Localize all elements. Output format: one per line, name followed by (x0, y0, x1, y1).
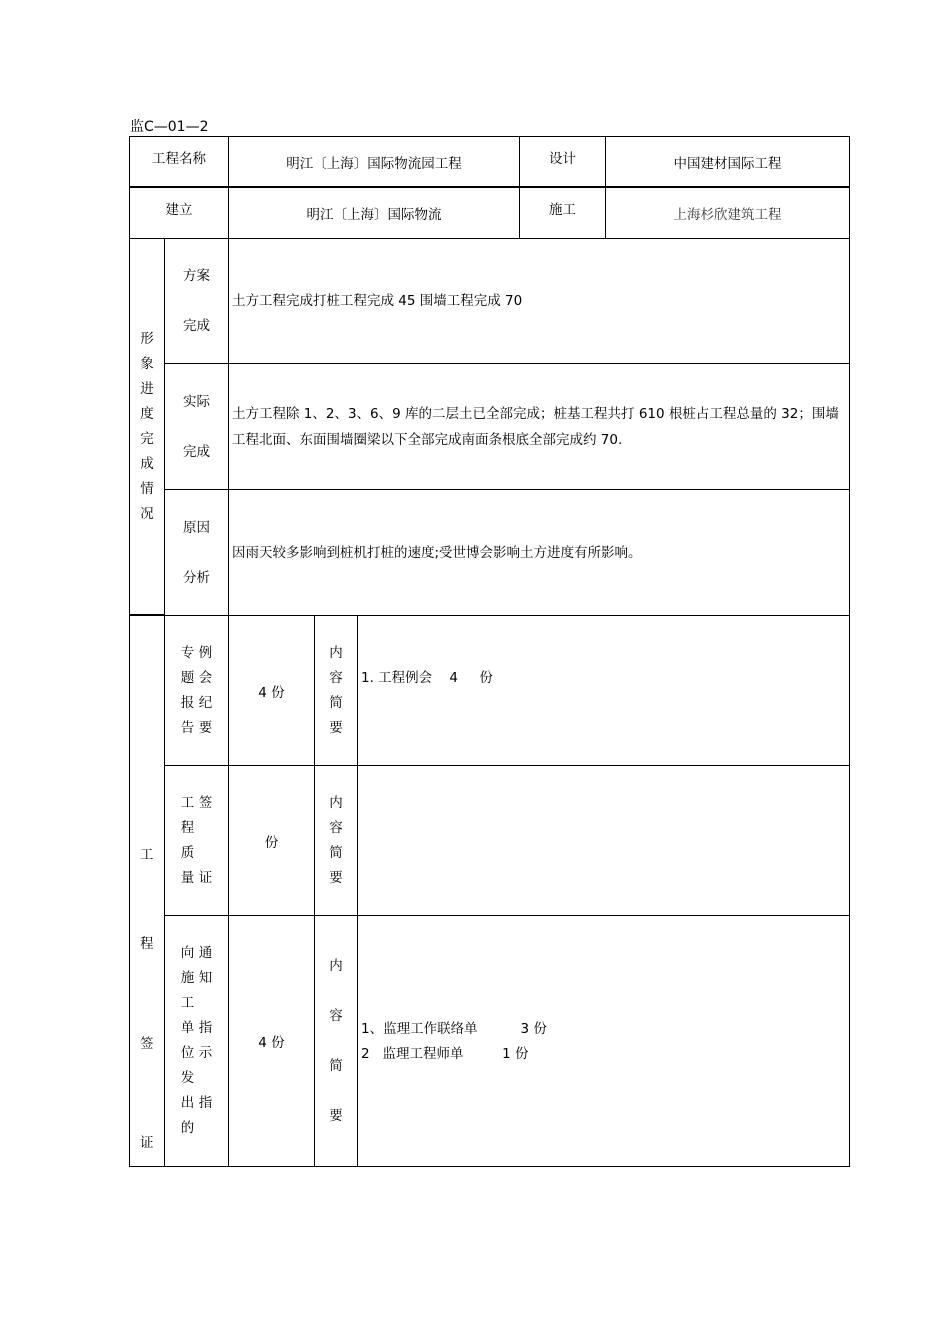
count-text: 份 (264, 834, 279, 851)
owner-label (129, 187, 229, 239)
instructions-count (228, 915, 315, 1167)
content-line: 2 监理工程师单 1 份 (361, 1046, 529, 1062)
label-char: 会 (198, 669, 213, 686)
label-char: 示 (198, 1045, 213, 1061)
label-char (197, 1116, 214, 1141)
actual-label-line: 完成 (183, 443, 210, 460)
visa-label-char: 工 (140, 847, 154, 863)
progress-label-char: 形 (140, 330, 154, 347)
label-char: 证 (198, 869, 213, 886)
content-label-char: 要 (329, 869, 343, 886)
label-char: 题 (180, 669, 195, 686)
quality-visa-label-grid (179, 791, 214, 891)
reason-label-line: 分析 (183, 569, 210, 586)
label-char: 报 (180, 694, 195, 711)
meeting-minutes-content (357, 615, 850, 766)
label-char: 的 (180, 1120, 195, 1136)
quality-visa-count (228, 765, 315, 916)
label-char: 发 (180, 1070, 195, 1086)
visa-label-char: 程 (140, 936, 154, 952)
visa-section-label (129, 615, 165, 1167)
reason-content (228, 489, 850, 616)
owner-value (228, 187, 520, 239)
content-summary-label (314, 765, 358, 916)
owner-value-text: 明江〔上海〕国际物流 (306, 207, 442, 223)
label-char: 工 (180, 995, 195, 1011)
progress-label-char: 象 (140, 355, 154, 372)
content-line: 1. 工程例会 4 份 (361, 670, 493, 686)
content-label-char: 要 (329, 1108, 343, 1124)
content-label-char: 容 (329, 1008, 343, 1024)
construction-value (605, 187, 850, 239)
meeting-minutes-count (228, 615, 315, 766)
label-char: 通 (198, 945, 213, 961)
label-char: 单 (180, 1020, 195, 1036)
design-value (605, 136, 850, 187)
label-char: 量 (180, 869, 195, 886)
instructions-label-grid (179, 941, 214, 1141)
reason-text: 因雨天较多影响到桩机打桩的速度;受世博会影响土方进度有所影响。 (232, 544, 642, 561)
label-char: 知 (198, 970, 213, 986)
label-char: 专 (180, 644, 195, 661)
owner-label-text: 建立 (165, 202, 193, 218)
quality-visa-label (164, 765, 229, 916)
form-code: 监C—01—2 (130, 119, 209, 135)
content-summary-label (314, 615, 358, 766)
label-char (197, 816, 214, 841)
project-name-value (228, 136, 520, 187)
count-text: 4 份 (258, 1035, 285, 1051)
label-char: 向 (180, 945, 195, 961)
progress-label-char: 进 (140, 380, 154, 397)
label-char: 纪 (198, 694, 213, 711)
label-char: 指 (198, 1020, 213, 1036)
content-label-char: 容 (329, 819, 343, 836)
construction-label (519, 187, 606, 239)
progress-label-char: 成 (140, 455, 154, 472)
design-label-text: 设计 (549, 151, 576, 167)
label-char: 质 (180, 844, 195, 861)
plan-label (164, 238, 229, 364)
plan-label-line: 完成 (183, 318, 210, 334)
reason-label-line: 原因 (183, 519, 210, 536)
content-label-char: 内 (329, 794, 343, 811)
construction-label-text: 施工 (549, 202, 576, 218)
label-char: 签 (198, 794, 213, 811)
content-label-char: 要 (329, 719, 343, 736)
label-char (197, 1066, 214, 1091)
design-label (519, 136, 606, 187)
content-label-char: 容 (329, 669, 343, 686)
label-char (197, 991, 214, 1016)
quality-visa-content (357, 765, 850, 916)
actual-label-line: 实际 (183, 393, 210, 410)
actual-text: 土方工程除 1、2、3、6、9 库的二层土已全部完成；桩基工程共打 610 根桩占工程总量的 32；围墙工程北面、东面围墙圈梁以下全部完成南面条根底全部完成约 70. (232, 405, 839, 448)
progress-section-label (129, 238, 165, 615)
content-label-char: 内 (329, 958, 343, 974)
meeting-minutes-label (164, 615, 229, 766)
label-char: 指 (198, 1095, 213, 1111)
progress-label-char: 度 (140, 405, 154, 422)
project-name-label (129, 136, 229, 187)
label-char: 位 (180, 1045, 195, 1061)
visa-label-char: 签 (140, 1036, 154, 1052)
progress-label-char: 完 (140, 430, 154, 447)
construction-value-text: 上海杉欣建筑工程 (673, 207, 782, 223)
label-char: 施 (180, 970, 195, 986)
label-char: 告 (180, 719, 195, 736)
count-text: 4 份 (258, 684, 285, 701)
design-value-text: 中国建材国际工程 (673, 155, 782, 172)
progress-label-char: 情 (140, 480, 154, 497)
actual-label (164, 363, 229, 490)
meeting-minutes-label-grid (179, 641, 214, 741)
content-label-char: 简 (329, 1058, 343, 1074)
label-char: 工 (180, 794, 195, 811)
content-label-char: 简 (329, 694, 343, 711)
content-label-char: 简 (329, 844, 343, 861)
label-char: 出 (180, 1095, 195, 1111)
label-char: 例 (198, 644, 213, 661)
instructions-label (164, 915, 229, 1167)
plan-text: 土方工程完成打桩工程完成 45 围墙工程完成 70 (232, 293, 523, 309)
content-label-char: 内 (329, 644, 343, 661)
actual-content (228, 363, 850, 490)
instructions-content (357, 915, 850, 1167)
plan-label-line: 方案 (183, 268, 210, 284)
content-line: 1、监理工作联络单 3 份 (361, 1021, 547, 1037)
content-summary-label (314, 915, 358, 1167)
progress-label-char: 况 (140, 505, 154, 522)
label-char (197, 841, 214, 866)
visa-label-char: 证 (140, 1135, 154, 1151)
plan-content (228, 238, 850, 364)
label-char: 程 (180, 819, 195, 836)
project-name-label-text: 工程名称 (152, 151, 206, 167)
label-char: 要 (198, 719, 213, 736)
project-name-text: 明江〔上海〕国际物流园工程 (286, 155, 462, 172)
reason-label (164, 489, 229, 616)
